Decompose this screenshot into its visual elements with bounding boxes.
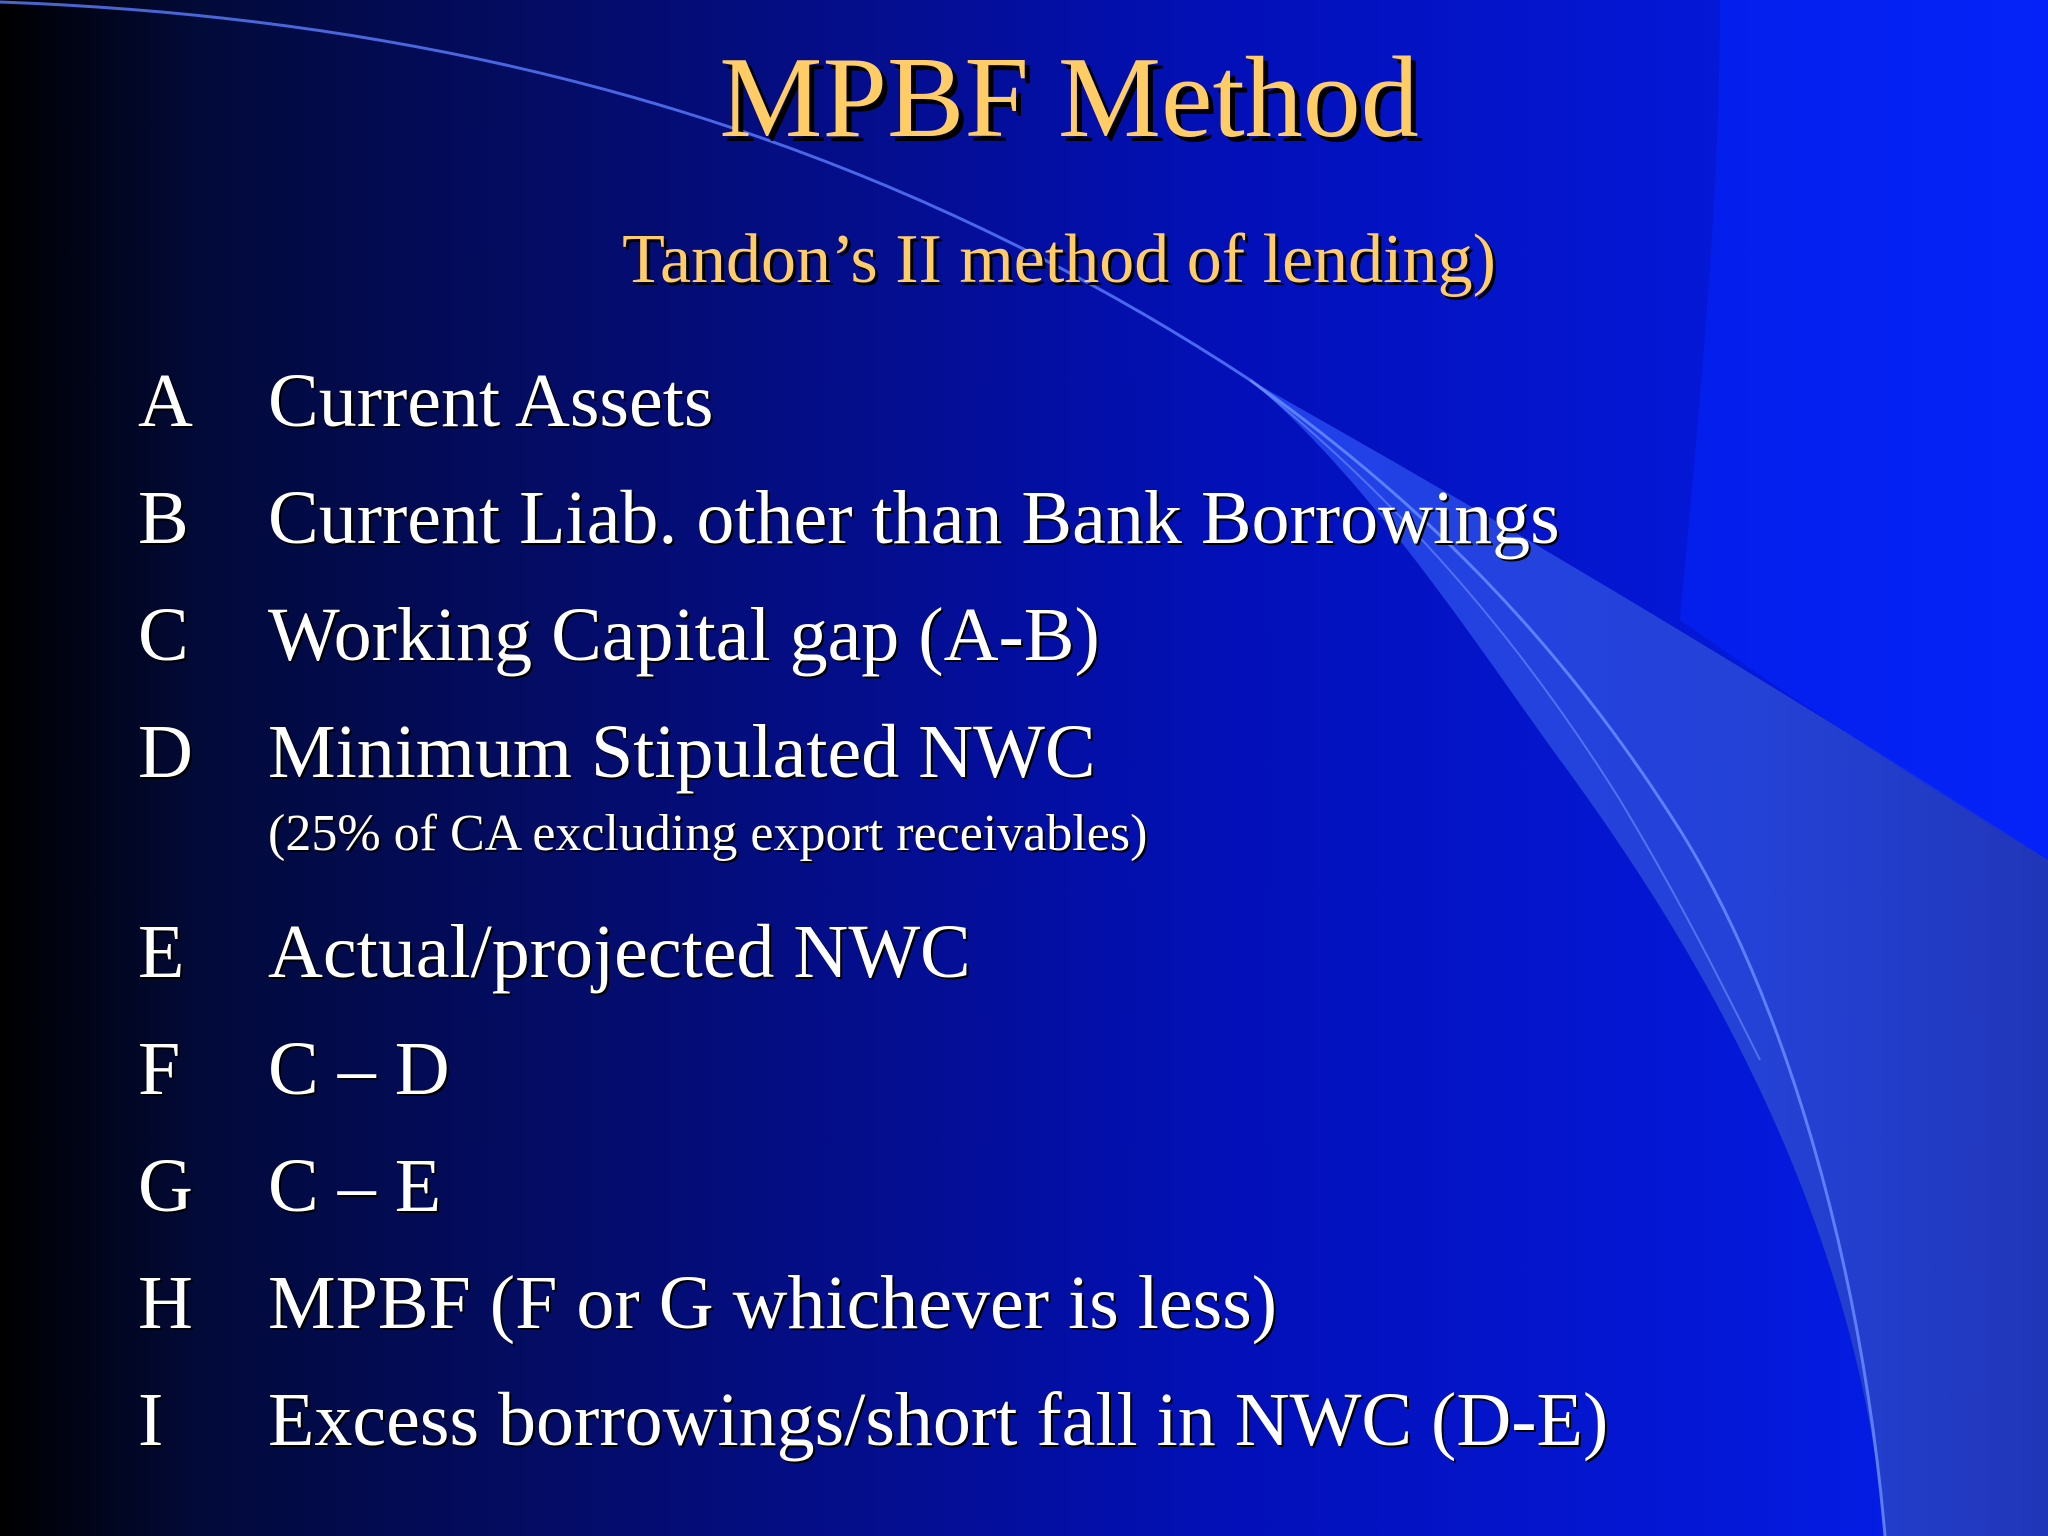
- item-text: C – E: [268, 1144, 442, 1228]
- list-item-f: [138, 1024, 1988, 1141]
- item-letter: F: [138, 1027, 181, 1111]
- item-text: Minimum Stipulated NWC: [268, 710, 1096, 794]
- item-letter: I: [138, 1378, 164, 1462]
- item-letter: B: [138, 476, 189, 560]
- item-letter: C: [138, 593, 189, 677]
- item-text-block: [268, 707, 1147, 865]
- list-item-d: [138, 707, 1988, 907]
- item-text: Current Liab. other than Bank Borrowings: [268, 476, 1560, 560]
- list-item-h: [138, 1258, 1988, 1375]
- item-letter: E: [138, 910, 185, 994]
- item-text: Excess borrowings/short fall in NWC (D-E): [268, 1378, 1609, 1462]
- item-letter: D: [138, 710, 193, 794]
- list-item-c: [138, 590, 1988, 707]
- item-text: Working Capital gap (A-B): [268, 593, 1100, 677]
- list-item-a: [138, 356, 1988, 473]
- item-text: C – D: [268, 1027, 450, 1111]
- slide-subtitle: Tandon’s II method of lending): [622, 221, 1496, 298]
- list-item-i: [138, 1375, 1988, 1492]
- list-item-b: [138, 473, 1988, 590]
- item-list: [138, 356, 1988, 1492]
- item-text: Actual/projected NWC: [268, 910, 971, 994]
- item-letter: G: [138, 1144, 193, 1228]
- item-text: Current Assets: [268, 359, 714, 443]
- list-item-e: [138, 907, 1988, 1024]
- item-note: (25% of CA excluding export receivables): [268, 805, 1148, 862]
- item-letter: H: [138, 1261, 193, 1345]
- item-text: MPBF (F or G whichever is less): [268, 1261, 1278, 1345]
- item-letter: A: [138, 359, 193, 443]
- slide-title: MPBF Method: [719, 34, 1419, 162]
- list-item-g: [138, 1141, 1988, 1258]
